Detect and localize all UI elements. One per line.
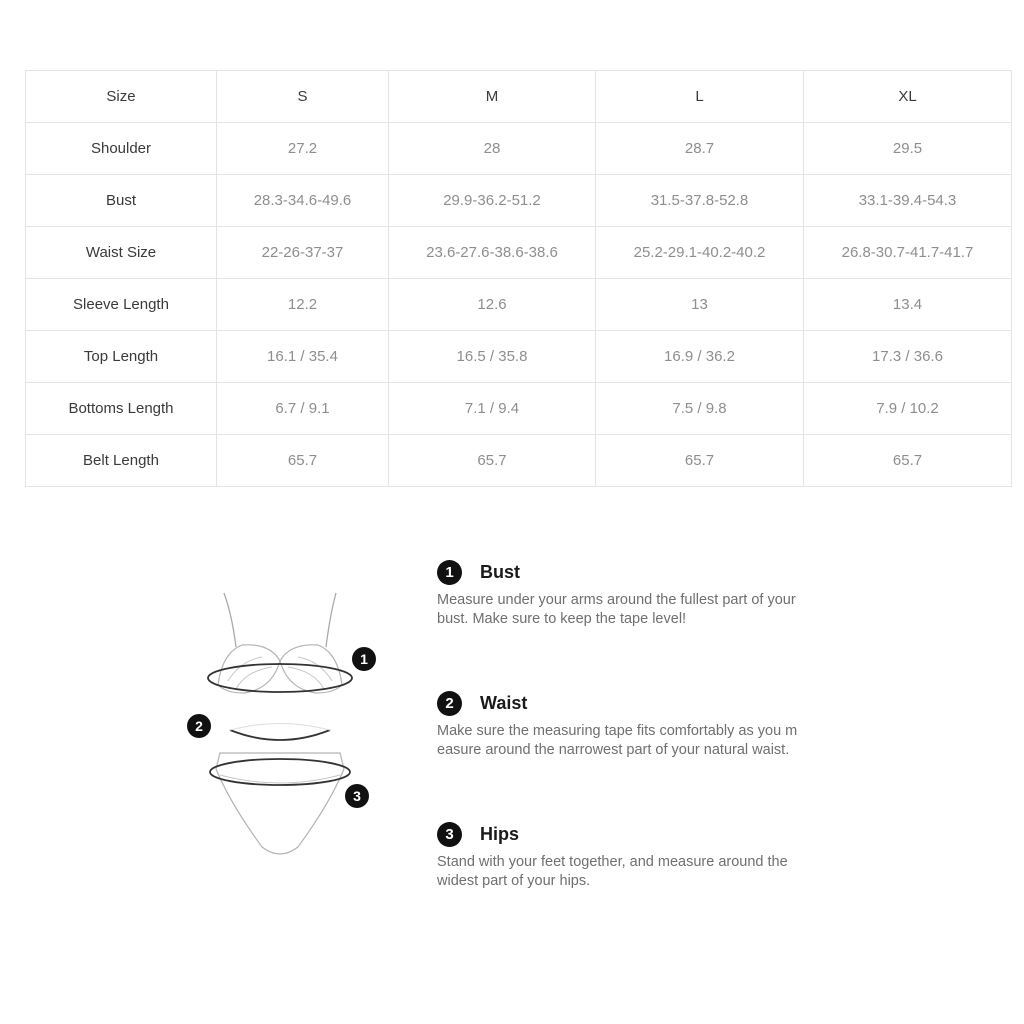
cell-value: 29.9-36.2-51.2 — [389, 175, 596, 227]
cell-value: 16.9 / 36.2 — [596, 331, 804, 383]
cell-value: 12.6 — [389, 279, 596, 331]
cell-value: 7.5 / 9.8 — [596, 383, 804, 435]
row-label: Top Length — [26, 331, 217, 383]
bra-strap-left — [224, 593, 236, 647]
cell-value: 6.7 / 9.1 — [217, 383, 389, 435]
number-3-icon: 3 — [437, 822, 462, 847]
row-label: Belt Length — [26, 435, 217, 487]
cell-value: 16.1 / 35.4 — [217, 331, 389, 383]
table-row — [26, 383, 1012, 435]
cell-value: 26.8-30.7-41.7-41.7 — [804, 227, 1012, 279]
table-row — [26, 435, 1012, 487]
cell-value: 16.5 / 35.8 — [389, 331, 596, 383]
number-2-icon: 2 — [437, 691, 462, 716]
header-l: L — [596, 71, 804, 123]
row-label: Waist Size — [26, 227, 217, 279]
instruction-bust — [437, 559, 857, 629]
instruction-title: Bust — [480, 561, 520, 582]
svg-text:1: 1 — [360, 651, 368, 667]
header-size: Size — [26, 71, 217, 123]
hips-tape — [210, 759, 350, 785]
cell-value: 23.6-27.6-38.6-38.6 — [389, 227, 596, 279]
cell-value: 65.7 — [389, 435, 596, 487]
instruction-text: Stand with your feet together, and measure around the widest part of your hips. — [437, 854, 788, 889]
waist-tape — [230, 730, 330, 740]
row-label: Shoulder — [26, 123, 217, 175]
cell-value: 17.3 / 36.6 — [804, 331, 1012, 383]
instruction-waist — [437, 690, 857, 760]
number-1-icon: 1 — [437, 560, 462, 585]
marker-3-icon — [345, 784, 369, 808]
row-label: Bust — [26, 175, 217, 227]
cell-value: 12.2 — [217, 279, 389, 331]
header-s: S — [217, 71, 389, 123]
cell-value: 22-26-37-37 — [217, 227, 389, 279]
instruction-hips — [437, 821, 857, 891]
cell-value: 65.7 — [217, 435, 389, 487]
instruction-title: Hips — [480, 823, 520, 844]
cell-value: 25.2-29.1-40.2-40.2 — [596, 227, 804, 279]
cell-value: 28 — [389, 123, 596, 175]
instruction-title: Waist — [480, 692, 528, 713]
cell-value: 28.3-34.6-49.6 — [217, 175, 389, 227]
cell-value: 28.7 — [596, 123, 804, 175]
table-row — [26, 279, 1012, 331]
cell-value: 27.2 — [217, 123, 389, 175]
svg-text:3: 3 — [353, 788, 361, 804]
table-row — [26, 175, 1012, 227]
header-m: M — [389, 71, 596, 123]
cell-value: 29.5 — [804, 123, 1012, 175]
row-label: Bottoms Length — [26, 383, 217, 435]
cell-value: 33.1-39.4-54.3 — [804, 175, 1012, 227]
instruction-text: Make sure the measuring tape fits comfortably as you m easure around the narrowest part of your natural waist. — [437, 723, 798, 758]
table-row — [26, 227, 1012, 279]
size-chart-table — [25, 70, 1012, 487]
cell-value: 13 — [596, 279, 804, 331]
cell-value: 65.7 — [804, 435, 1012, 487]
cell-value: 13.4 — [804, 279, 1012, 331]
table-row — [26, 331, 1012, 383]
marker-2-icon — [187, 714, 211, 738]
table-row — [26, 123, 1012, 175]
instruction-text: Measure under your arms around the fullest part of your bust. Make sure to keep the tape level! — [437, 592, 796, 627]
bra-strap-right — [326, 593, 336, 647]
header-xl: XL — [804, 71, 1012, 123]
cell-value: 7.1 / 9.4 — [389, 383, 596, 435]
marker-1-icon — [352, 647, 376, 671]
cell-value: 65.7 — [596, 435, 804, 487]
svg-text:2: 2 — [195, 718, 203, 734]
bikini-measurement-illustration — [180, 585, 380, 870]
bikini-bottom — [216, 753, 344, 854]
cell-value: 7.9 / 10.2 — [804, 383, 1012, 435]
cell-value: 31.5-37.8-52.8 — [596, 175, 804, 227]
table-header-row — [26, 71, 1012, 123]
row-label: Sleeve Length — [26, 279, 217, 331]
